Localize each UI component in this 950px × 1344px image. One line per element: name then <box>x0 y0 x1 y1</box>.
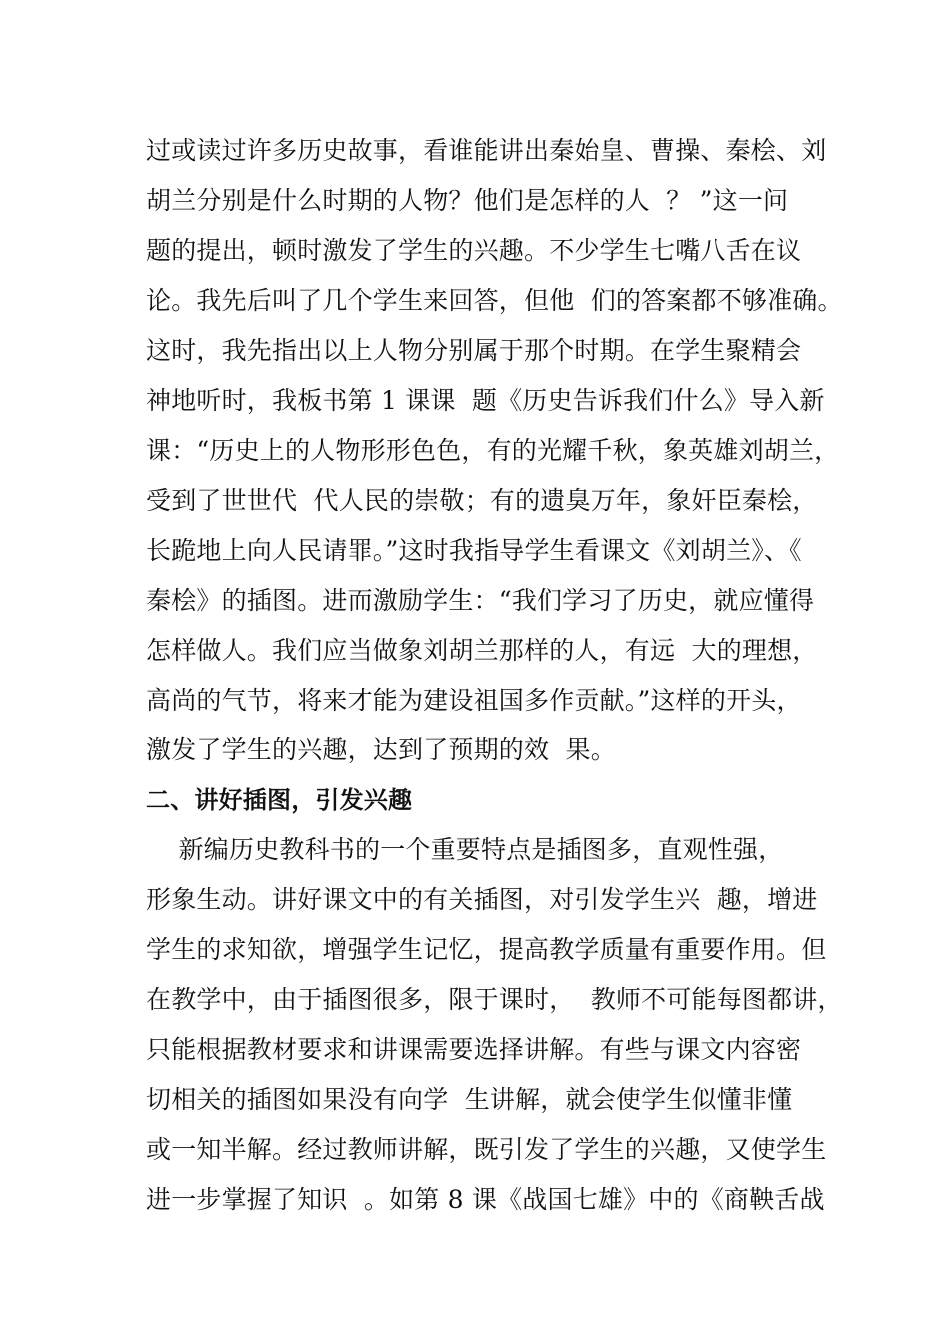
text-line: 进一步掌握了知识 。如第 8 课《战国七雄》中的《商鞅舌战 <box>146 1185 825 1214</box>
text-line: 题的提出，顿时激发了学生的兴趣。不少学生七嘴八舌在议 <box>146 236 802 265</box>
text-line: 长跪地上向人民请罪。”这时我指导学生看课文《刘胡兰》、《 <box>146 536 802 565</box>
text-line: 胡兰分别是什么时期的人物？他们是怎样的人 ？ ”这一问 <box>146 186 789 215</box>
text-line: 秦桧》的插图。进而激励学生：“我们学习了历史，就应懂得 <box>146 586 815 615</box>
text-line: 激发了学生的兴趣，达到了预期的效 果。 <box>146 735 616 764</box>
text-line: 这时，我先指出以上人物分别属于那个时期。在学生聚精会 <box>146 336 802 365</box>
text-line: 论。我先后叫了几个学生来回答，但他 们的答案都不够准确。 <box>146 286 843 315</box>
text-line: 新编历史教科书的一个重要特点是插图多，直观性强， <box>146 835 784 864</box>
text-line: 神地听时，我板书第 1 课课 题《历史告诉我们什么》导入新 <box>146 386 825 415</box>
text-line: 切相关的插图如果没有向学 生讲解，就会使学生似懂非懂 <box>146 1085 793 1114</box>
text-line: 过或读过许多历史故事，看谁能讲出秦始皇、曹操、秦桧、刘 <box>146 136 827 165</box>
text-line: 在教学中，由于插图很多，限于课时， 教师不可能每图都讲， <box>146 985 843 1014</box>
text-line: 形象生动。讲好课文中的有关插图，对引发学生兴 趣，增进 <box>146 885 818 914</box>
text-line: 课：“历史上的人物形形色色，有的光耀千秋，象英雄刘胡兰， <box>146 436 840 465</box>
text-line: 学生的求知欲，增强学生记忆，提高教学质量有重要作用。但 <box>146 935 827 964</box>
text-line: 或一知半解。经过教师讲解，既引发了学生的兴趣，又使学生 <box>146 1135 827 1164</box>
text-line: 只能根据教材要求和讲课需要选择讲解。有些与课文内容密 <box>146 1035 802 1064</box>
text-line: 怎样做人。我们应当做象刘胡兰那样的人，有远 大的理想， <box>146 636 818 665</box>
text-line: 高尚的气节，将来才能为建设祖国多作贡献。”这样的开头， <box>146 686 802 715</box>
section-heading: 二、讲好插图，引发兴趣 <box>146 786 413 814</box>
text-line: 受到了世世代 代人民的崇敬；有的遗臭万年，象奸臣秦桧， <box>146 486 818 515</box>
